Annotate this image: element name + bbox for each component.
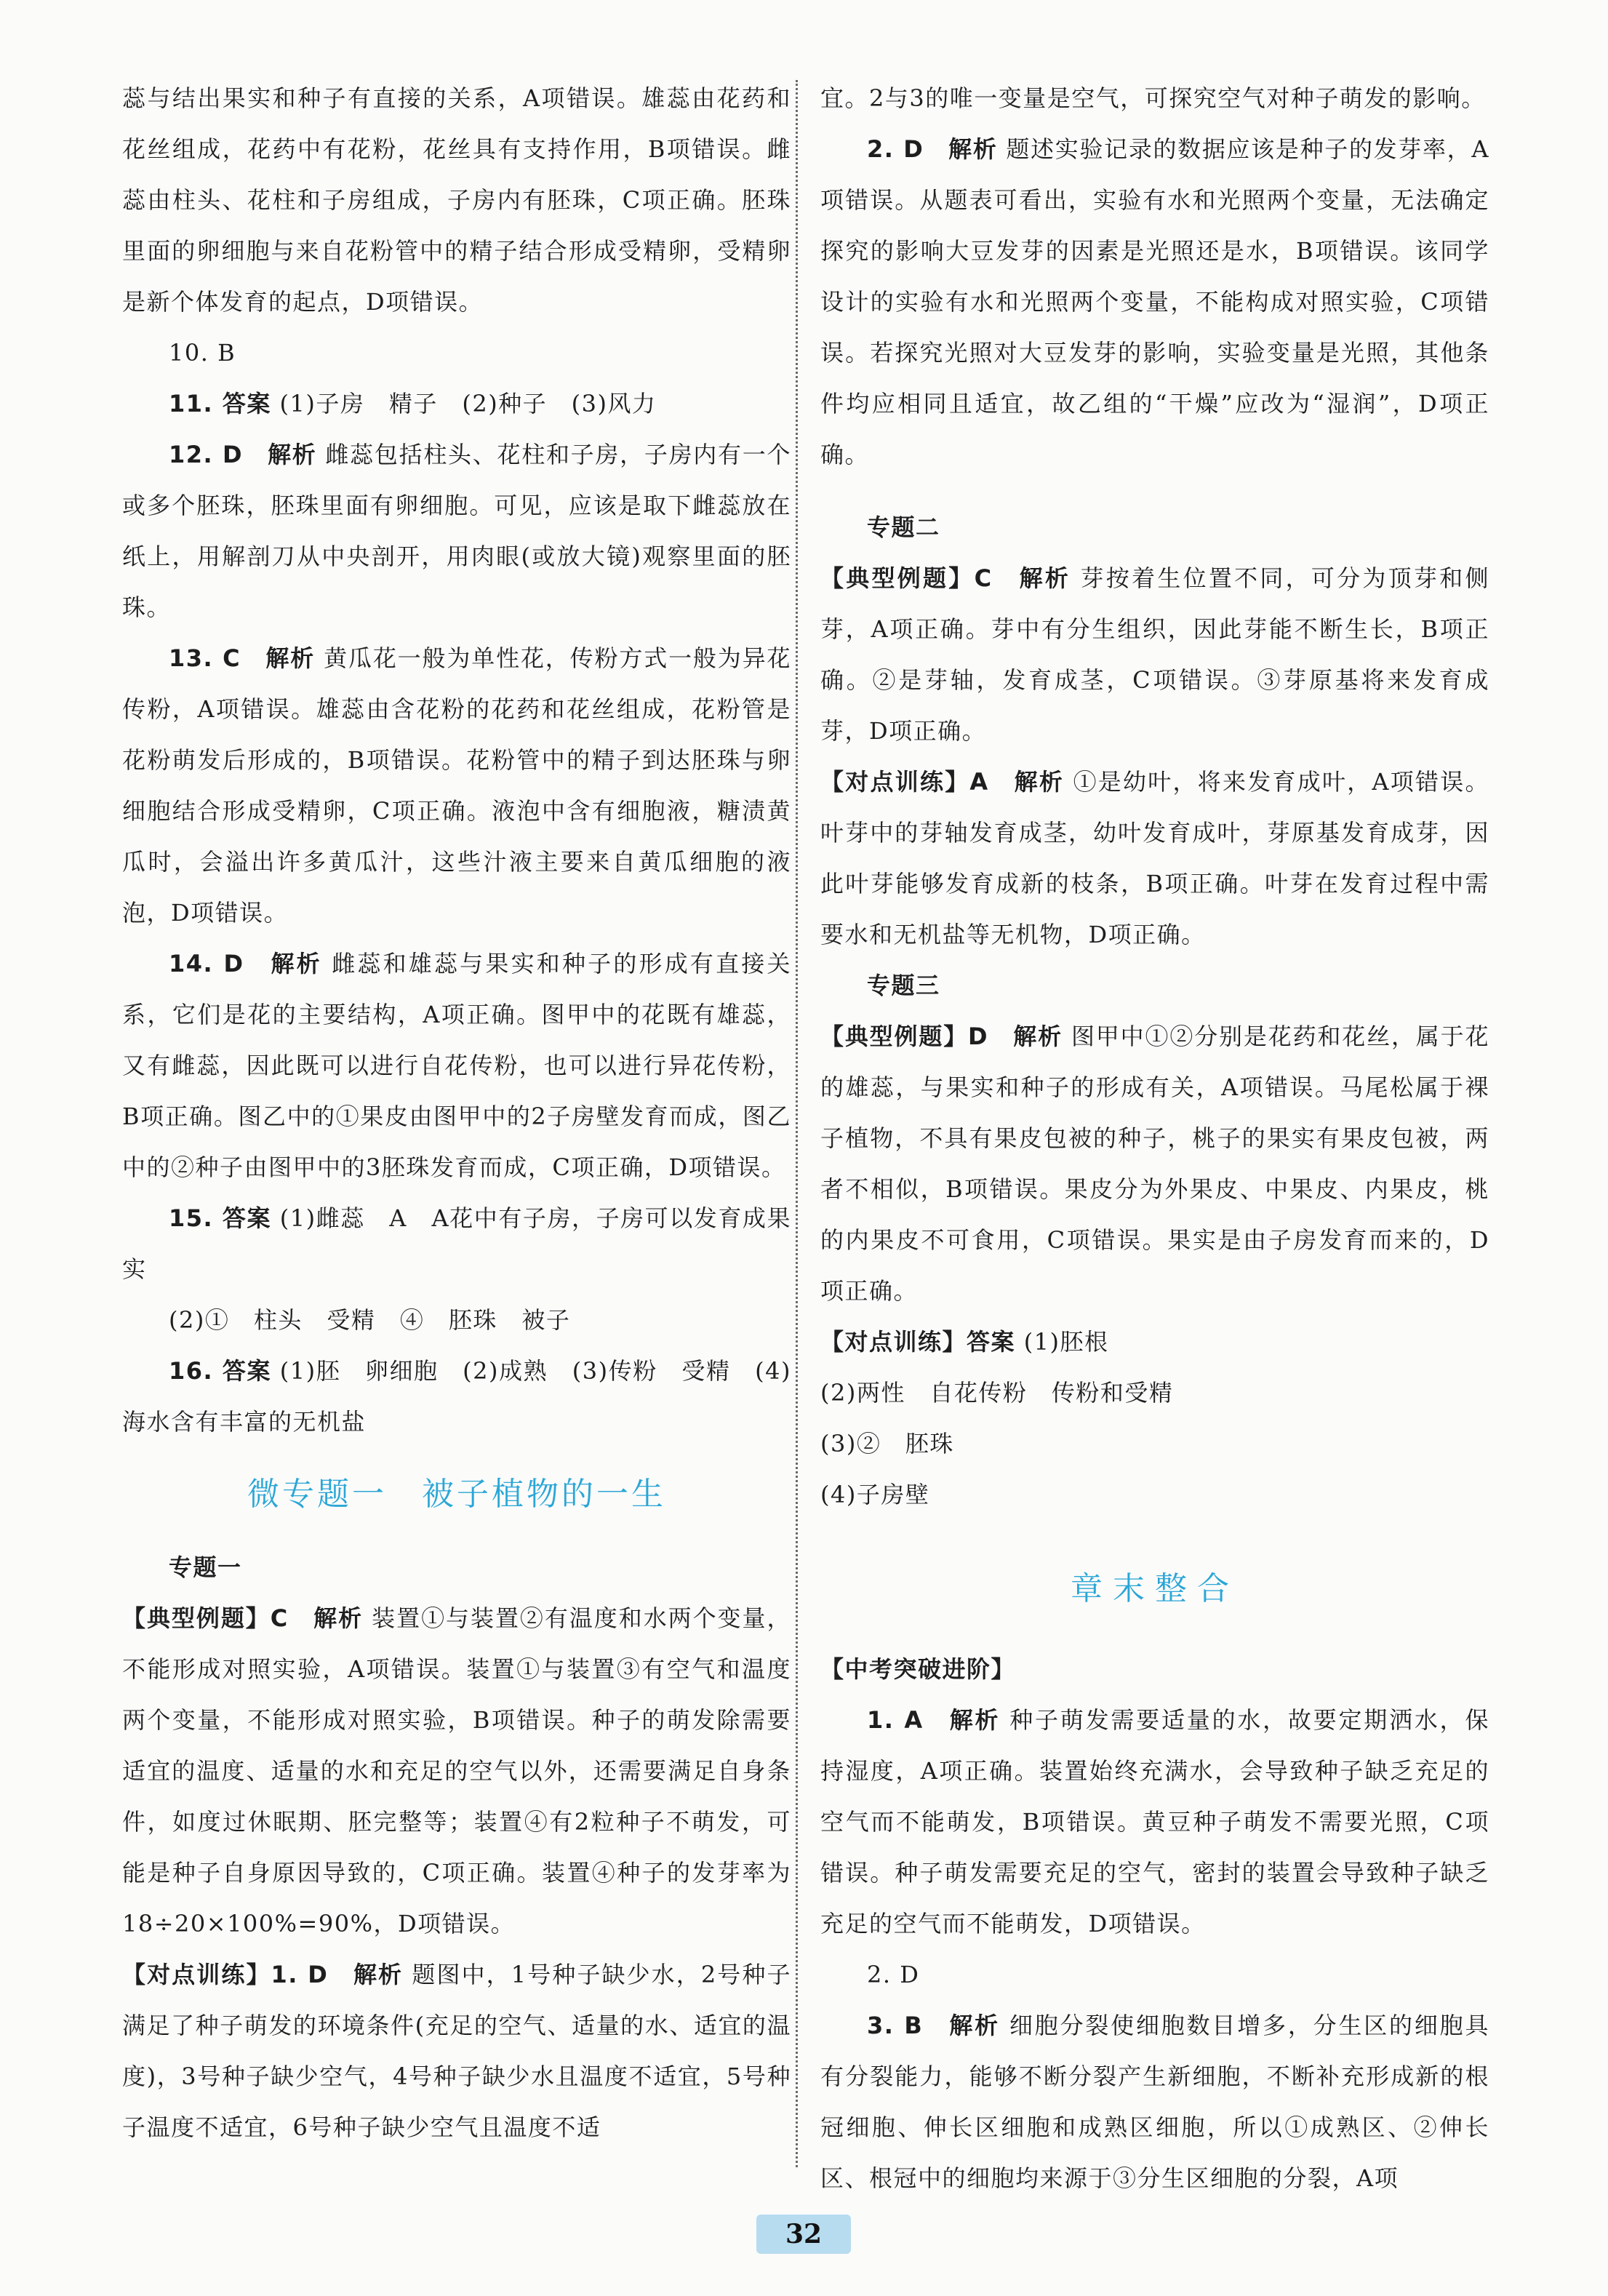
topic-1-example-label: 【典型例题】C 解析 [122,1604,364,1632]
answer-13-label: 13. C 解析 [169,644,316,672]
exam-answer-3-text: 细胞分裂使细胞数目增多，分生区的细胞具有分裂能力，能够不断分裂产生新细胞，不断补充形成新的根冠细胞、伸长区细胞和成熟区细胞，所以①成熟区、②伸长区、根冠中的细胞均来源于③分生区细胞的分裂，A项 [820,2012,1489,2192]
exam-answer-3 [820,2000,1489,2204]
left-column [122,73,791,2153]
section-title-micro-topic: 微专题一 被子植物的一生 [247,1476,666,1513]
topic-3-training [820,1316,1489,1367]
topic-1-heading: 专题一 [169,1553,242,1581]
topic-2-training-label: 【对点训练】A 解析 [820,768,1065,796]
topic-1-training-text: 题图中，1号种子缺少水，2号种子满足了种子萌发的环境条件(充足的空气、适量的水、适宜的温度)，3号种子缺少空气，4号种子缺少水且温度不适宜，5号种子温度不适宜，6号种子缺少空气且温度不适 [122,1961,791,2141]
answer-12-text: 雌蕊包括柱头、花柱和子房，子房内有一个或多个胚珠，胚珠里面有卵细胞。可见，应该是取下雌蕊放在纸上，用解剖刀从中央剖开，用肉眼(或放大镜)观察里面的胚珠。 [122,441,791,621]
exam-heading: 【中考突破进阶】 [820,1655,1016,1683]
section-title-chapter-summary: 章末整合 [1071,1570,1239,1607]
topic-2-example-text: 芽按着生位置不同，可分为顶芽和侧芽，A项正确。芽中有分生组织，因此芽能不断生长，B项正确。②是芽轴，发育成茎，C项错误。③芽原基将来发育成芽，D项正确。 [820,564,1489,745]
topic-1-training-label: 【对点训练】1. D 解析 [122,1961,404,1988]
topic-2-training [820,756,1489,960]
answer-13 [122,633,791,938]
training-2-label: 2. D 解析 [867,135,998,163]
topic-2-heading: 专题二 [867,513,940,541]
answer-14-label: 14. D 解析 [169,950,322,977]
topic-3-training-line3: (3)② 胚珠 [820,1430,954,1457]
exam-answer-1 [820,1695,1489,1949]
training-2-text: 题述实验记录的数据应该是种子的发芽率，A项错误。从题表可看出，实验有水和光照两个变量，无法确定探究的影响大豆发芽的因素是光照还是水，B项错误。该同学设计的实验有水和光照两个变量，不能构成对照实验，C项错误。若探究光照对大豆发芽的影响，实验变量是光照，其他条件均应相同且适宜，故乙组的“干燥”应改为“湿润”，D项正确。 [820,135,1489,468]
answer-13-text: 黄瓜花一般为单性花，传粉方式一般为异花传粉，A项错误。雄蕊由含花粉的花药和花丝组成，花粉管是花粉萌发后形成的，B项错误。花粉管中的精子到达胚珠与卵细胞结合形成受精卵，C项正确。液泡中含有细胞液，糖渍黄瓜时，会溢出许多黄瓜汁，这些汁液主要来自黄瓜细胞的液泡，D项错误。 [122,644,791,927]
topic-3-heading: 专题三 [867,972,940,999]
answer-14 [122,938,791,1193]
topic-3-training-line4: (4)子房壁 [820,1481,930,1508]
exam-answer-3-label: 3. B 解析 [867,2012,1000,2039]
answer-11 [122,378,791,429]
topic-2-example [820,553,1489,756]
answer-10: 10. B [169,339,236,367]
topic-3-training-text: (1)胚根 [1015,1328,1109,1356]
answer-14-text: 雌蕊和雄蕊与果实和种子的形成有直接关系，它们是花的主要结构，A项正确。图甲中的花既有雄蕊，又有雌蕊，因此既可以进行自花传粉，也可以进行异花传粉，B项正确。图乙中的①果皮由图甲中的2子房壁发育而成，图乙中的②种子由图甲中的3胚珠发育而成，C项正确，D项错误。 [122,950,791,1181]
answer-15-text: (1)雌蕊 A A花中有子房，子房可以发育成果实 [122,1204,791,1283]
answer-12-label: 12. D 解析 [169,441,317,468]
exam-answer-1-text: 种子萌发需要适量的水，故要定期洒水，保持湿度，A项正确。装置始终充满水，会导致种子缺乏充足的空气而不能萌发，B项错误。黄豆种子萌发不需要光照，C项错误。种子萌发需要充足的空气，密封的装置会导致种子缺乏充足的空气而不能萌发，D项错误。 [820,1706,1489,1937]
topic-3-training-line2: (2)两性 自花传粉 传粉和受精 [820,1379,1174,1407]
topic-2-training-text: ①是幼叶，将来发育成叶，A项错误。叶芽中的芽轴发育成茎，幼叶发育成叶，芽原基发育成芽，因此叶芽能够发育成新的枝条，B项正确。叶芽在发育过程中需要水和无机盐等无机物，D项正确。 [820,768,1489,948]
topic-3-training-label: 【对点训练】答案 [820,1328,1016,1356]
answer-16 [122,1345,791,1447]
continued-paragraph: 蕊与结出果实和种子有直接的关系，A项错误。雄蕊由花药和花丝组成，花药中有花粉，花丝具有支持作用，B项错误。雌蕊由柱头、花柱和子房组成，子房内有胚珠，C项正确。胚珠里面的卵细胞与来自花粉管中的精子结合形成受精卵，受精卵是新个体发育的起点，D项错误。 [122,84,791,316]
topic-3-example-text: 图甲中①②分别是花药和花丝，属于花的雄蕊，与果实和种子的形成有关，A项错误。马尾松属于裸子植物，不具有果皮包被的种子，桃子的果实有果皮包被，两者不相似，B项错误。果皮分为外果皮、中果皮、内果皮，桃的内果皮不可食用，C项错误。果实是由子房发育而来的，D项正确。 [820,1023,1489,1305]
right-column [820,73,1489,2204]
column-divider [796,80,798,2167]
topic-3-example [820,1011,1489,1316]
answer-11-text: (1)子房 精子 (2)种子 (3)风力 [271,390,657,417]
exam-answer-2: 2. D [867,1961,920,1988]
topic-3-example-label: 【典型例题】D 解析 [820,1023,1063,1050]
answer-11-label: 11. 答案 [169,390,271,417]
topic-1-example-text: 装置①与装置②有温度和水两个变量，不能形成对照实验，A项错误。装置①与装置③有空气和温度两个变量，不能形成对照实验，B项错误。种子的萌发除需要适宜的温度、适量的水和充足的空气以外，还需要满足自身条件，如度过休眠期、胚完整等；装置④有2粒种子不萌发，可能是种子自身原因导致的，C项正确。装置④种子的发芽率为18÷20×100%=90%，D项错误。 [122,1604,791,1937]
exam-answer-1-label: 1. A 解析 [867,1706,1001,1734]
topic-2-example-label: 【典型例题】C 解析 [820,564,1071,592]
answer-15 [122,1193,791,1295]
answer-15-label: 15. 答案 [169,1204,272,1232]
answer-12 [122,429,791,633]
answer-16-text: (1)胚 卵细胞 (2)成熟 (3)传粉 受精 (4)海水含有丰富的无机盐 [122,1357,791,1436]
answer-15-line2: (2)① 柱头 受精 ④ 胚珠 被子 [169,1306,571,1334]
continued-paragraph-right: 宜。2与3的唯一变量是空气，可探究空气对种子萌发的影响。 [820,84,1486,112]
topic-1-training-2 [820,124,1489,480]
topic-1-example [122,1593,791,1949]
answer-16-label: 16. 答案 [169,1357,272,1385]
page-number: 32 [756,2215,851,2254]
topic-1-training [122,1949,791,2153]
